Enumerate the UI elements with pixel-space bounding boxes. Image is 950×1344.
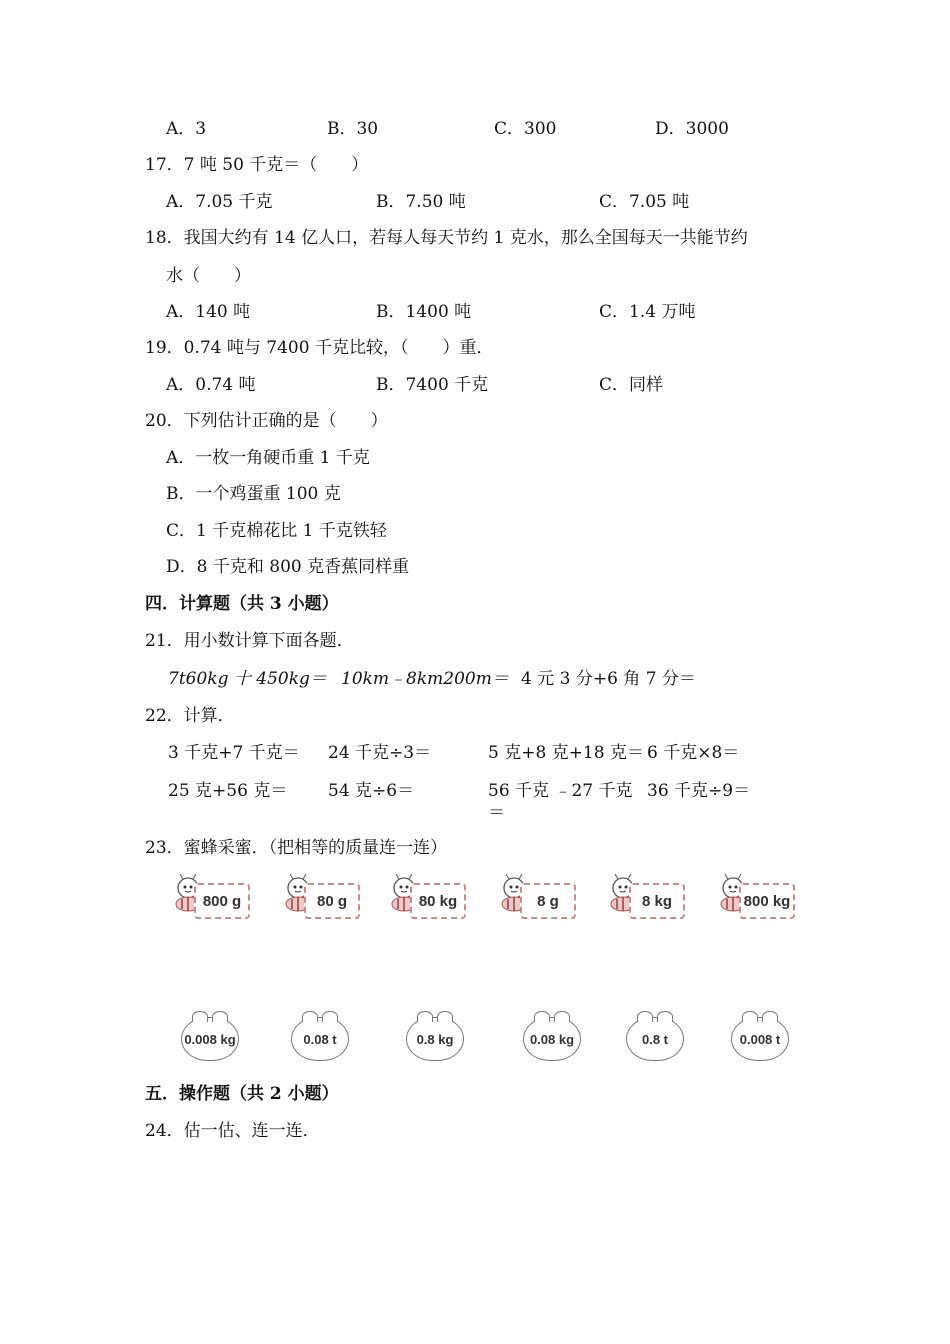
q23-stem: 23．蜜蜂采蜜．（把相等的质量连一连） <box>145 838 448 858</box>
q17-option-b: B．7.50 吨 <box>376 192 466 212</box>
q17-stem: 17．7 吨 50 千克＝（ ） <box>145 155 369 175</box>
q21-expr-3: 4 元 3 分+6 角 7 分＝ <box>521 669 696 689</box>
q18-stem: 18．我国大约有 14 亿人口，若每人每天节约 1 克水，那么全国每天一共能节约 <box>145 228 748 248</box>
q17-option-c: C．7.05 吨 <box>599 192 690 212</box>
q22-r2-c3: 56 千克 ﹣27 千克 <box>488 781 633 801</box>
q18-option-b: B．1400 吨 <box>376 302 472 322</box>
section-5-heading: 五．操作题（共 2 小题） <box>145 1084 339 1104</box>
flower-mass-label[interactable]: 0.8 kg <box>406 1017 464 1061</box>
q21-expr-2: 10km﹣8km200m＝ <box>341 669 509 689</box>
bee-mass-box[interactable]: 80 g <box>304 883 360 919</box>
flower-mass-label[interactable]: 0.008 t <box>731 1017 789 1061</box>
bee-mass-box[interactable]: 800 g <box>194 883 250 919</box>
q20-option-d: D．8 千克和 800 克香蕉同样重 <box>166 557 410 577</box>
q17-option-a: A．7.05 千克 <box>166 192 273 212</box>
section-4-heading: 四．计算题（共 3 小题） <box>145 594 339 614</box>
q22-r1-c1: 3 千克+7 千克＝ <box>168 743 300 763</box>
bee-mass-box[interactable]: 800 kg <box>739 883 795 919</box>
q16-option-a: A．3 <box>166 119 207 139</box>
q18-option-a: A．140 吨 <box>166 302 251 322</box>
q22-r2-c1: 25 克+56 克＝ <box>168 781 288 801</box>
q22-stem: 22．计算． <box>145 706 235 726</box>
q22-r1-c4: 6 千克×8＝ <box>647 743 740 763</box>
bee-mass-box[interactable]: 8 g <box>520 883 576 919</box>
flower-mass-label[interactable]: 0.8 t <box>626 1017 684 1061</box>
q21-stem: 21．用小数计算下面各题． <box>145 631 354 651</box>
q16-option-d: D．3000 <box>655 119 729 139</box>
q19-option-c: C．同样 <box>599 375 664 395</box>
q21-expr-1: 7t60kg 十 450kg＝ <box>168 669 327 689</box>
q16-option-b: B．30 <box>327 119 379 139</box>
bee-mass-box[interactable]: 8 kg <box>629 883 685 919</box>
flower-mass-label[interactable]: 0.08 kg <box>523 1017 581 1061</box>
q22-r2-c3-equals: ＝ <box>488 803 505 823</box>
flower-mass-label[interactable]: 0.08 t <box>291 1017 349 1061</box>
q19-option-b: B．7400 千克 <box>376 375 489 395</box>
q20-option-a: A．一枚一角硬币重 1 千克 <box>166 448 370 468</box>
q19-option-a: A．0.74 吨 <box>166 375 256 395</box>
q22-r2-c4: 36 千克÷9＝ <box>647 781 751 801</box>
q16-option-c: C．300 <box>494 119 557 139</box>
q20-option-b: B．一个鸡蛋重 100 克 <box>166 484 341 504</box>
q22-r1-c2: 24 千克÷3＝ <box>328 743 432 763</box>
q20-option-c: C．1 千克棉花比 1 千克铁轻 <box>166 521 387 541</box>
q22-r2-c2: 54 克÷6＝ <box>328 781 415 801</box>
q24-stem: 24．估一估、连一连． <box>145 1121 320 1141</box>
q18-option-c: C．1.4 万吨 <box>599 302 696 322</box>
bee-mass-box[interactable]: 80 kg <box>410 883 466 919</box>
q19-stem: 19．0.74 吨与 7400 千克比较，（ ）重． <box>145 338 494 358</box>
flower-mass-label[interactable]: 0.008 kg <box>181 1017 239 1061</box>
q20-stem: 20．下列估计正确的是（ ） <box>145 411 388 431</box>
q22-r1-c3: 5 克+8 克+18 克＝ <box>488 743 644 763</box>
q18-stem-cont: 水（ ） <box>166 266 251 286</box>
